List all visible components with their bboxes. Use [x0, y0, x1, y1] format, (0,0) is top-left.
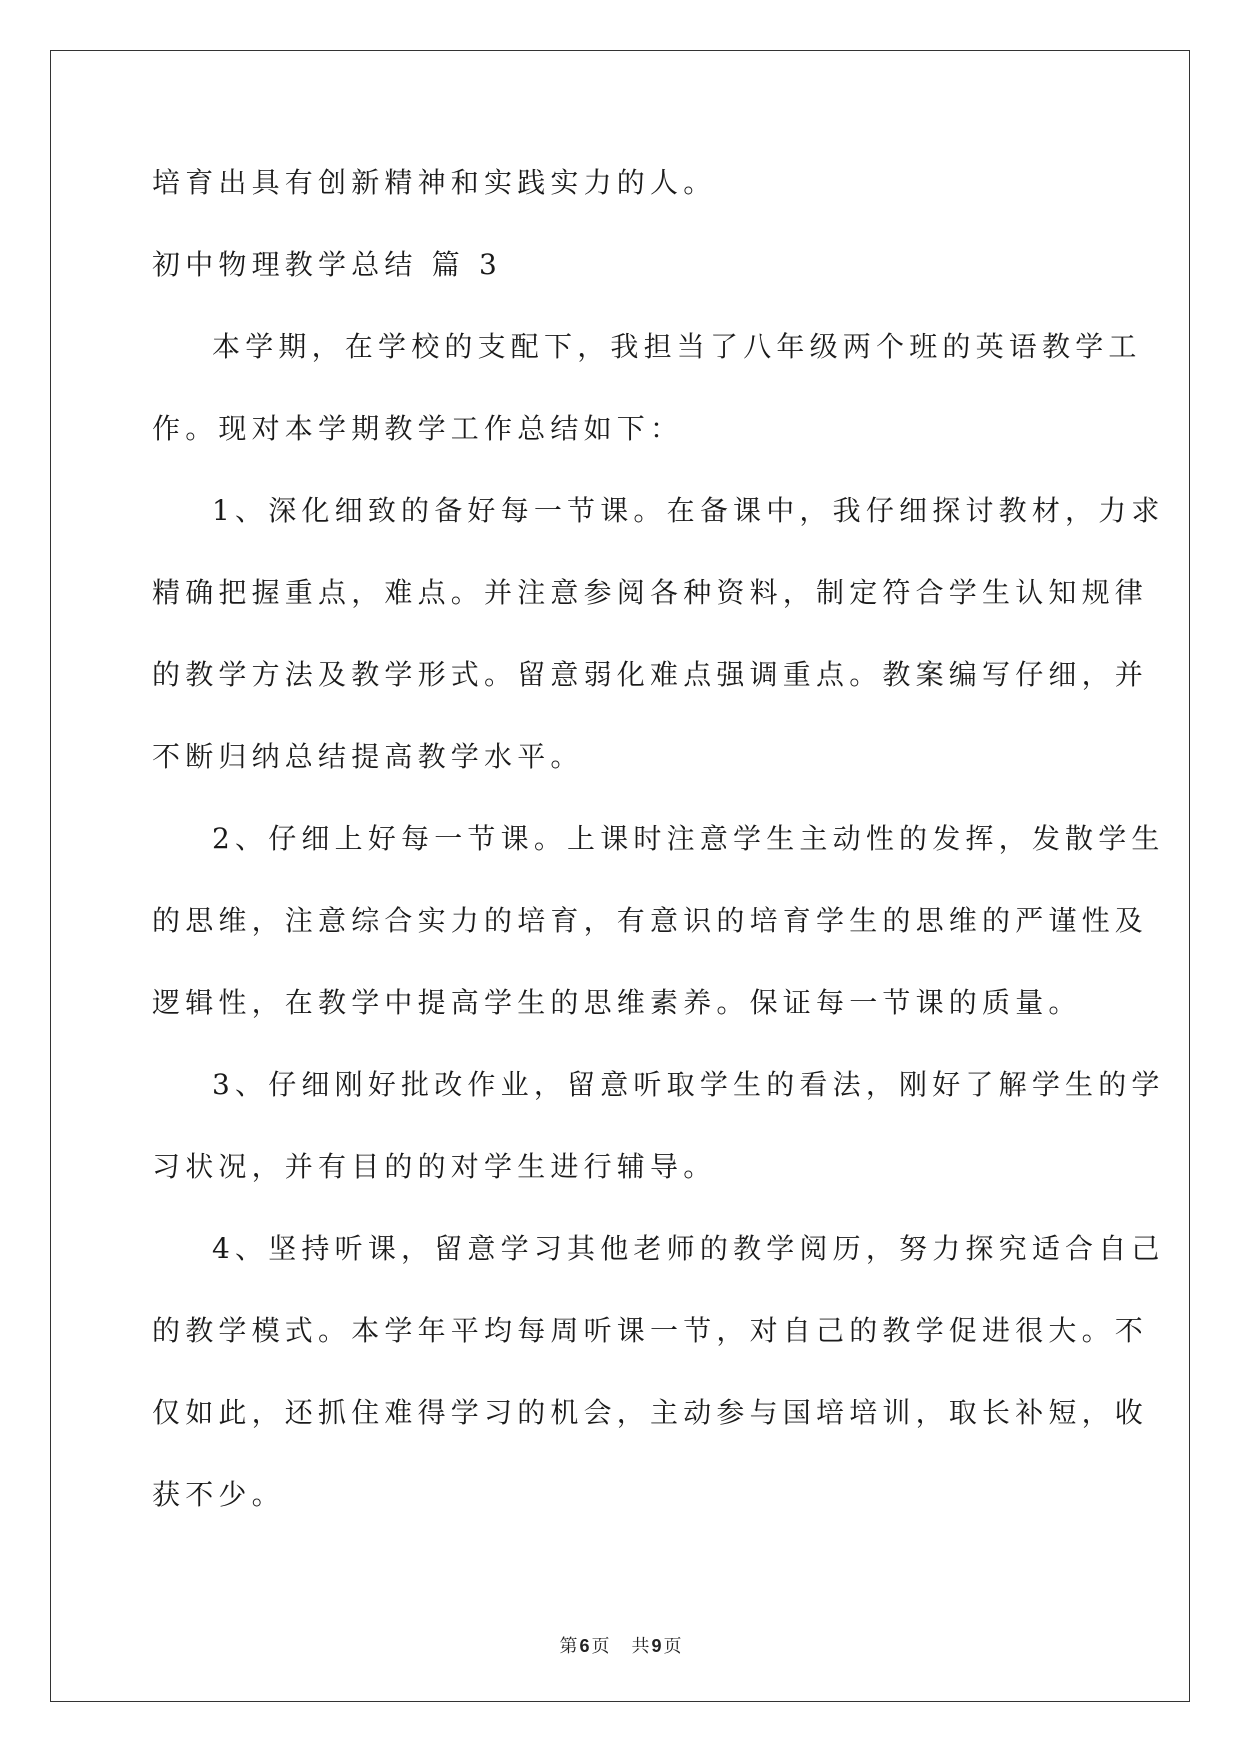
text-line: 不断归纳总结提高教学水平。: [152, 740, 584, 773]
total-pages: 9: [651, 1636, 662, 1656]
text-line: 培育出具有创新精神和实践实力的人。: [152, 166, 717, 199]
total-label-suffix: 页: [663, 1636, 682, 1657]
page-footer: [0, 1632, 1241, 1658]
text-line: 1、深化细致的备好每一节课。在备课中，我仔细探讨教材，力求: [212, 494, 1165, 527]
page-number: 6: [579, 1636, 590, 1656]
text-line: 本学期，在学校的支配下，我担当了八年级两个班的英语教学工: [212, 330, 1142, 363]
text-line: 获不少。: [152, 1478, 285, 1511]
page-label-suffix: 页: [591, 1636, 610, 1657]
text-line: 逻辑性，在教学中提高学生的思维素养。保证每一节课的质量。: [152, 986, 1082, 1019]
text-line: 精确把握重点，难点。并注意参阅各种资料，制定符合学生认知规律: [152, 576, 1149, 609]
document-body: [152, 162, 1165, 1536]
text-line: 3、仔细刚好批改作业，留意听取学生的看法，刚好了解学生的学: [212, 1068, 1165, 1101]
text-line: 仅如此，还抓住难得学习的机会，主动参与国培培训，取长补短，收: [152, 1396, 1149, 1429]
text-line: 的教学方法及教学形式。留意弱化难点强调重点。教案编写仔细，并: [152, 658, 1149, 691]
page-label-prefix: 第: [559, 1636, 578, 1657]
text-line: 的教学模式。本学年平均每周听课一节，对自己的教学促进很大。不: [152, 1314, 1149, 1347]
text-line: 习状况，并有目的的对学生进行辅导。: [152, 1150, 717, 1183]
text-line: 2、仔细上好每一节课。上课时注意学生主动性的发挥，发散学生: [212, 822, 1165, 855]
text-line: 4、坚持听课，留意学习其他老师的教学阅历，努力探究适合自己: [212, 1232, 1165, 1265]
section-heading: 初中物理教学总结 篇 3: [152, 248, 503, 281]
text-line: 作。现对本学期教学工作总结如下：: [152, 412, 684, 445]
total-label-prefix: 共: [631, 1636, 650, 1657]
text-line: 的思维，注意综合实力的培育，有意识的培育学生的思维的严谨性及: [152, 904, 1149, 937]
